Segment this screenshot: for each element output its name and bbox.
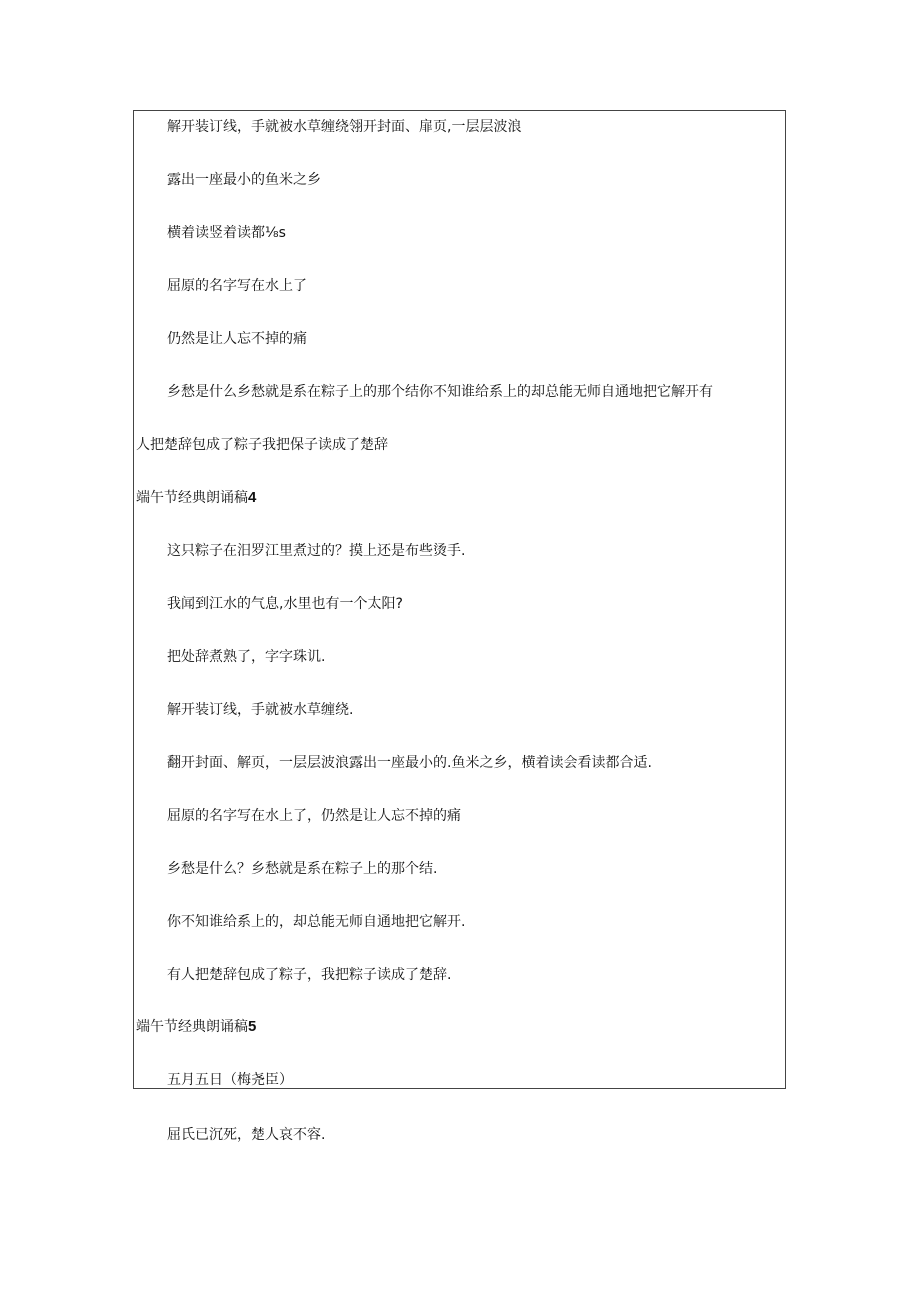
text-line: 解开装订线，手就被水草缠绕翎开封面、扉页,一层层波浪	[167, 119, 522, 135]
poem-line: 你不知谁给系上的，却总能无师自通地把它解开.	[167, 914, 466, 930]
text-line: 屈原的名字写在水上了	[167, 278, 307, 294]
poem-line: 翻开封面、解页，一层层波浪露出一座最小的.鱼米之乡，横着读会看读都合适.	[167, 755, 652, 771]
poem-line: 屈氏已沉死，楚人哀不容.	[167, 1127, 326, 1143]
text-line: 横着读竖着读都⅛s	[167, 225, 286, 241]
text-line: 乡愁是什么乡愁就是系在粽子上的那个结你不知谁给系上的却总能无师自通地把它解开有	[167, 384, 713, 400]
poem-line: 这只粽子在汨罗江里煮过的？摸上还是布些烫手.	[167, 543, 466, 559]
section-heading-number: 4	[248, 489, 257, 506]
text-line: 仍然是让人忘不掉的痛	[167, 331, 307, 347]
poem-line: 把处辞煮熟了，字字珠讥.	[167, 649, 326, 665]
section-heading-text: 端午节经典朗诵稿	[136, 1019, 248, 1035]
poem-title: 五月五日（梅尧臣）	[167, 1072, 293, 1088]
poem-line: 屈原的名字写在水上了，仍然是让人忘不掉的痛	[167, 808, 461, 824]
section-heading	[136, 488, 256, 508]
section-heading	[136, 1017, 256, 1037]
poem-line: 乡愁是什么？乡愁就是系在粽子上的那个结.	[167, 861, 438, 877]
poem-line: 有人把楚辞包成了粽子，我把粽子读成了楚辞.	[167, 967, 452, 983]
text-line: 人把楚辞包成了粽子我把保子读成了楚辞	[136, 437, 388, 453]
poem-line: 我闻到江水的气息,水里也有一个太阳?	[167, 596, 403, 612]
section-heading-text: 端午节经典朗诵稿	[136, 490, 248, 506]
poem-line: 解开装订线，手就被水草缠绕.	[167, 702, 354, 718]
text-line: 露出一座最小的鱼米之乡	[167, 172, 321, 188]
section-heading-number: 5	[248, 1018, 257, 1035]
